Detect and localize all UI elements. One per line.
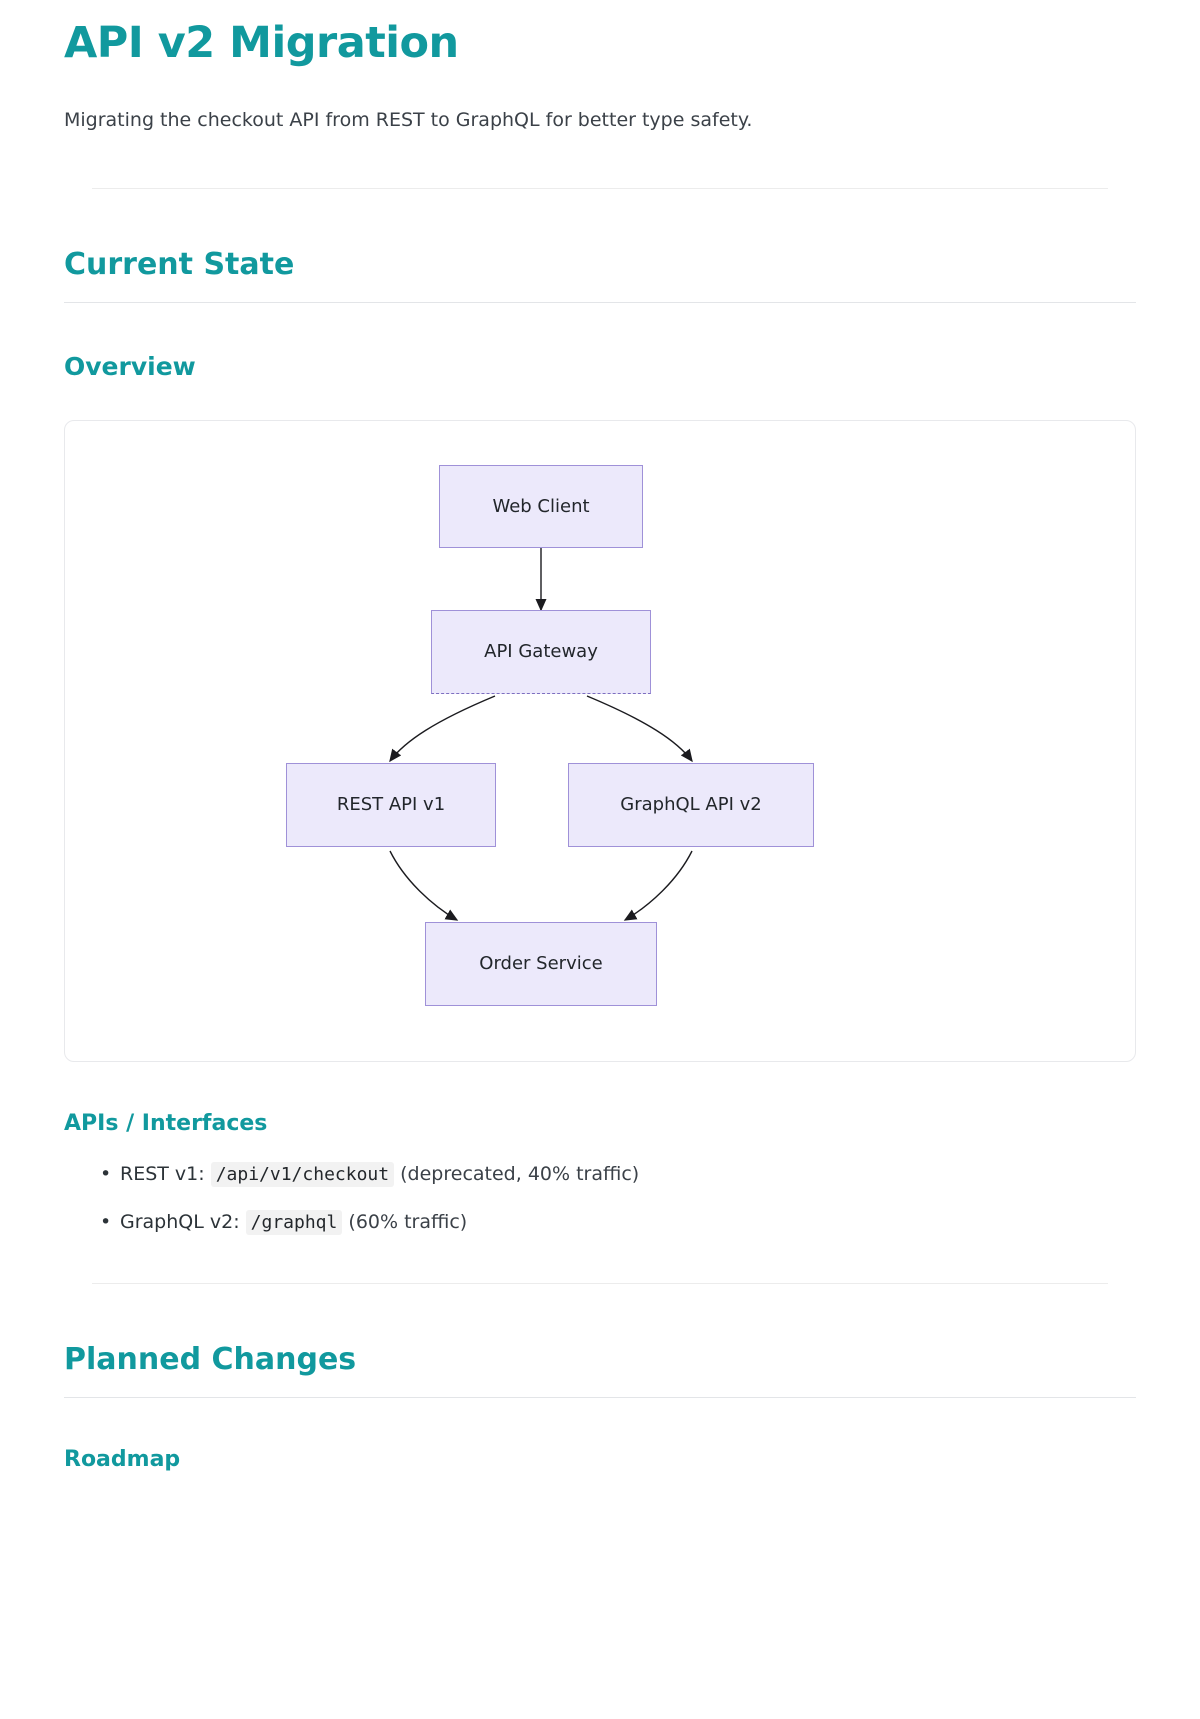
subsection-heading-roadmap: Roadmap xyxy=(64,1446,181,1472)
architecture-diagram xyxy=(64,420,1136,1062)
api-item-code: /graphql xyxy=(246,1210,343,1235)
diagram-node-label: API Gateway xyxy=(484,641,598,663)
diagram-node-label: REST API v1 xyxy=(336,794,446,816)
diagram-node-rest-api-v1 xyxy=(286,763,496,847)
diagram-node-label: Web Client xyxy=(492,495,590,517)
subsection-heading-overview: Overview xyxy=(64,351,196,381)
api-item-code: /api/v1/checkout xyxy=(211,1162,394,1187)
api-item-suffix: (60% traffic) xyxy=(348,1210,468,1233)
apis-list xyxy=(64,1138,1136,1237)
diagram-node-order-service xyxy=(425,922,657,1006)
api-item-suffix: (deprecated, 40% traffic) xyxy=(400,1163,640,1186)
diagram-node-graphql-api-v2 xyxy=(568,763,814,847)
list-item xyxy=(100,1208,1136,1237)
subsection-heading-apis-interfaces: APIs / Interfaces xyxy=(64,1110,268,1136)
section-heading-current-state: Current State xyxy=(64,247,295,283)
diagram-node-api-gateway xyxy=(431,610,651,694)
diagram-node-web-client xyxy=(439,465,643,548)
diagram-node-label: Order Service xyxy=(479,953,603,975)
page-subtitle: Migrating the checkout API from REST to GraphQL for better type safety. xyxy=(64,108,753,131)
api-item-prefix: GraphQL v2: xyxy=(120,1210,240,1233)
page-title: API v2 Migration xyxy=(64,18,459,68)
diagram-node-label: GraphQL API v2 xyxy=(620,794,762,816)
api-item-prefix: REST v1: xyxy=(120,1163,205,1186)
list-item xyxy=(100,1160,1136,1189)
section-heading-planned-changes: Planned Changes xyxy=(64,1342,357,1378)
